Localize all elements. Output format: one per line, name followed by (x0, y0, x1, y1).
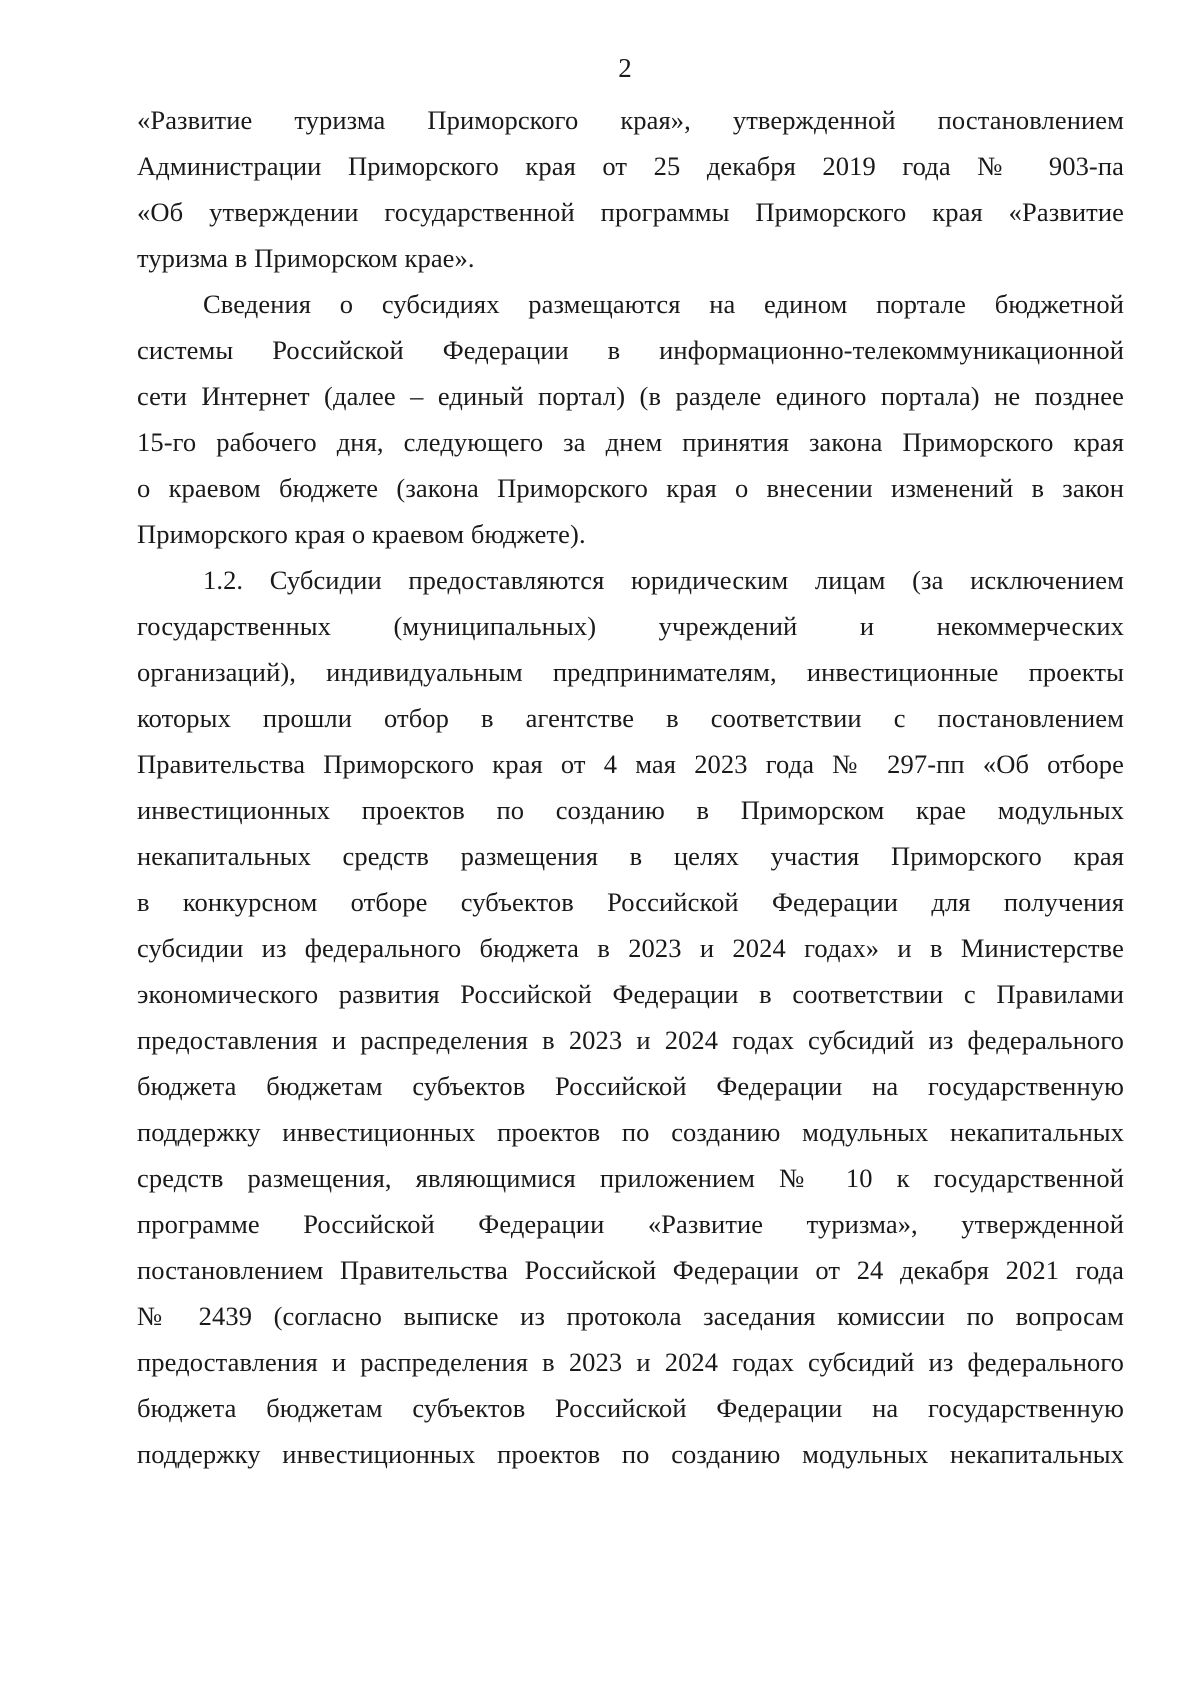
text-line: системы Российской Федерации в информационно-телекоммуникационной (137, 335, 1124, 365)
text-line: туризма в Приморском крае». (137, 243, 475, 273)
text-line: поддержку инвестиционных проектов по созданию модульных некапитальных (137, 1117, 1124, 1147)
text-line: предоставления и распределения в 2023 и 2024 годах субсидий из федерального (137, 1347, 1124, 1377)
text-line: государственных (муниципальных) учреждений и некоммерческих (137, 611, 1124, 641)
text-line: субсидии из федерального бюджета в 2023 и 2024 годах» и в Министерстве (137, 933, 1124, 963)
text-line: некапитальных средств размещения в целях участия Приморского края (137, 841, 1124, 871)
text-line: программе Российской Федерации «Развитие туризма», утвержденной (137, 1209, 1124, 1239)
text-line: «Развитие туризма Приморского края», утвержденной постановлением (137, 105, 1124, 135)
text-line: 15-го рабочего дня, следующего за днем принятия закона Приморского края (137, 427, 1124, 457)
text-line: бюджета бюджетам субъектов Российской Федерации на государственную (137, 1071, 1124, 1101)
paragraph-first-line: 1.2. Субсидии предоставляются юридическим лицам (за исключением (203, 565, 1124, 595)
text-line: Приморского края о краевом бюджете). (137, 519, 586, 549)
text-line: Правительства Приморского края от 4 мая 2023 года № 297-пп «Об отборе (137, 749, 1124, 779)
text-line: средств размещения, являющимися приложением № 10 к государственной (137, 1163, 1124, 1193)
paragraph-first-line: Сведения о субсидиях размещаются на едином портале бюджетной (203, 289, 1124, 319)
text-line: предоставления и распределения в 2023 и 2024 годах субсидий из федерального (137, 1025, 1124, 1055)
text-line: № 2439 (согласно выписке из протокола заседания комиссии по вопросам (137, 1301, 1124, 1331)
text-line: бюджета бюджетам субъектов Российской Федерации на государственную (137, 1393, 1124, 1423)
text-line: сети Интернет (далее – единый портал) (в разделе единого портала) не позднее (137, 381, 1124, 411)
text-line: Администрации Приморского края от 25 декабря 2019 года № 903-па (137, 151, 1124, 181)
text-line: о краевом бюджете (закона Приморского края о внесении изменений в закон (137, 473, 1124, 503)
text-line: инвестиционных проектов по созданию в Приморском крае модульных (137, 795, 1124, 825)
text-line: которых прошли отбор в агентстве в соответствии с постановлением (137, 703, 1124, 733)
text-line: экономического развития Российской Федерации в соответствии с Правилами (137, 979, 1124, 1009)
text-line: «Об утверждении государственной программы Приморского края «Развитие (137, 197, 1124, 227)
page-number: 2 (618, 53, 632, 83)
text-line: в конкурсном отборе субъектов Российской Федерации для получения (137, 887, 1124, 917)
text-line: поддержку инвестиционных проектов по созданию модульных некапитальных (137, 1439, 1124, 1469)
text-line: организаций), индивидуальным предпринимателям, инвестиционные проекты (137, 657, 1124, 687)
text-line: постановлением Правительства Российской Федерации от 24 декабря 2021 года (137, 1255, 1124, 1285)
